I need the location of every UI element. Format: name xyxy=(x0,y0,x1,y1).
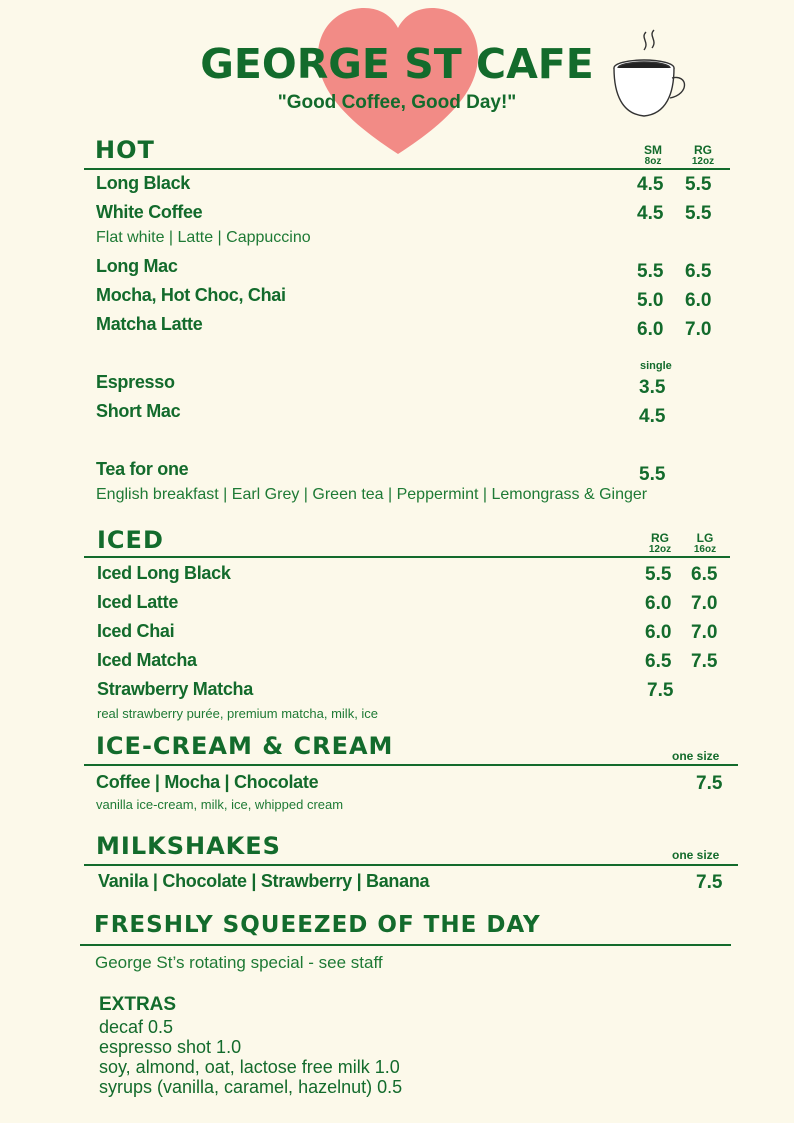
price-regular: 6.0 xyxy=(645,622,672,643)
fresh-section-title: FRESHLY SQUEEZED OF THE DAY xyxy=(94,912,541,938)
iced-section-title: ICED xyxy=(97,526,164,554)
price-single: 5.5 xyxy=(639,464,666,485)
extras-list xyxy=(99,1017,402,1097)
price-small: 5.0 xyxy=(637,290,664,311)
cafe-title: GEORGE ST CAFE xyxy=(200,40,594,88)
cafe-tagline: "Good Coffee, Good Day!" xyxy=(277,92,517,113)
menu-item: Matcha Latte xyxy=(96,314,203,334)
hot-section-title: HOT xyxy=(95,136,155,164)
menu-item: White Coffee xyxy=(96,202,203,222)
menu-item: Vanila | Chocolate | Strawberry | Banana xyxy=(98,871,430,891)
milkshakes-section-title: MILKSHAKES xyxy=(96,832,281,860)
menu-item: Short Mac xyxy=(96,401,181,421)
price-single: 4.5 xyxy=(639,406,666,427)
price-one-size: 7.5 xyxy=(696,773,723,794)
hot-col-sm: SM 8oz xyxy=(644,143,662,167)
item-description: vanilla ice-cream, milk, ice, whipped cream xyxy=(96,797,344,812)
single-label: single xyxy=(640,360,672,372)
price-regular: 6.0 xyxy=(685,290,712,311)
icecream-section-title: ICE-CREAM & CREAM xyxy=(96,732,394,760)
menu-item: Iced Long Black xyxy=(97,563,231,583)
price-small: 5.5 xyxy=(637,261,664,282)
menu-item: Coffee | Mocha | Chocolate xyxy=(96,772,319,792)
price-small: 4.5 xyxy=(637,203,664,224)
hot-col-rg: RG 12oz xyxy=(691,143,715,167)
fresh-description: George St’s rotating special - see staff xyxy=(95,953,383,972)
extras-title: EXTRAS xyxy=(99,994,177,1015)
menu-item: Long Black xyxy=(96,173,191,193)
iced-rule xyxy=(84,556,730,558)
milkshakes-rule xyxy=(84,864,738,866)
price-large: 7.5 xyxy=(691,651,718,672)
price-regular: 5.5 xyxy=(685,174,712,195)
price-regular: 6.0 xyxy=(645,593,672,614)
one-size-label: one size xyxy=(672,749,720,763)
item-description: Flat white | Latte | Cappuccino xyxy=(96,229,311,246)
price-large: 7.0 xyxy=(691,593,718,614)
coffee-cup-icon xyxy=(606,28,694,124)
hot-rule xyxy=(84,168,730,170)
price-one-size: 7.5 xyxy=(696,872,723,893)
iced-col-rg: RG 12oz xyxy=(648,531,672,555)
extra-item: soy, almond, oat, lactose free milk 1.0 xyxy=(99,1057,400,1077)
extra-item: espresso shot 1.0 xyxy=(99,1037,242,1057)
price-single: 3.5 xyxy=(639,377,666,398)
menu-item: Strawberry Matcha xyxy=(97,679,253,699)
menu-item: Iced Latte xyxy=(97,592,179,612)
price-regular: 6.5 xyxy=(685,261,712,282)
item-description: English breakfast | Earl Grey | Green tea | Peppermint | Lemongrass & Ginger xyxy=(96,486,648,503)
extra-item: syrups (vanilla, caramel, hazelnut) 0.5 xyxy=(99,1077,403,1097)
one-size-label: one size xyxy=(672,848,720,862)
price-regular: 5.5 xyxy=(645,564,672,585)
menu-item: Mocha, Hot Choc, Chai xyxy=(96,285,286,305)
menu-item: Long Mac xyxy=(96,256,178,276)
item-description: real strawberry purée, premium matcha, milk, ice xyxy=(97,706,379,721)
price-regular: 5.5 xyxy=(685,203,712,224)
menu-item: Iced Chai xyxy=(97,621,175,641)
price-large: 6.5 xyxy=(691,564,718,585)
extra-item: decaf 0.5 xyxy=(99,1017,174,1037)
menu-item: Iced Matcha xyxy=(97,650,197,670)
price-large: 7.0 xyxy=(691,622,718,643)
menu-item: Tea for one xyxy=(96,459,189,479)
price-small: 4.5 xyxy=(637,174,664,195)
iced-col-lg: LG 16oz xyxy=(693,531,717,555)
price-regular: 7.0 xyxy=(685,319,712,340)
price-regular: 7.5 xyxy=(647,680,674,701)
price-small: 6.0 xyxy=(637,319,664,340)
fresh-rule xyxy=(80,944,731,946)
icecream-rule xyxy=(84,764,738,766)
price-regular: 6.5 xyxy=(645,651,672,672)
menu-item: Espresso xyxy=(96,372,175,392)
